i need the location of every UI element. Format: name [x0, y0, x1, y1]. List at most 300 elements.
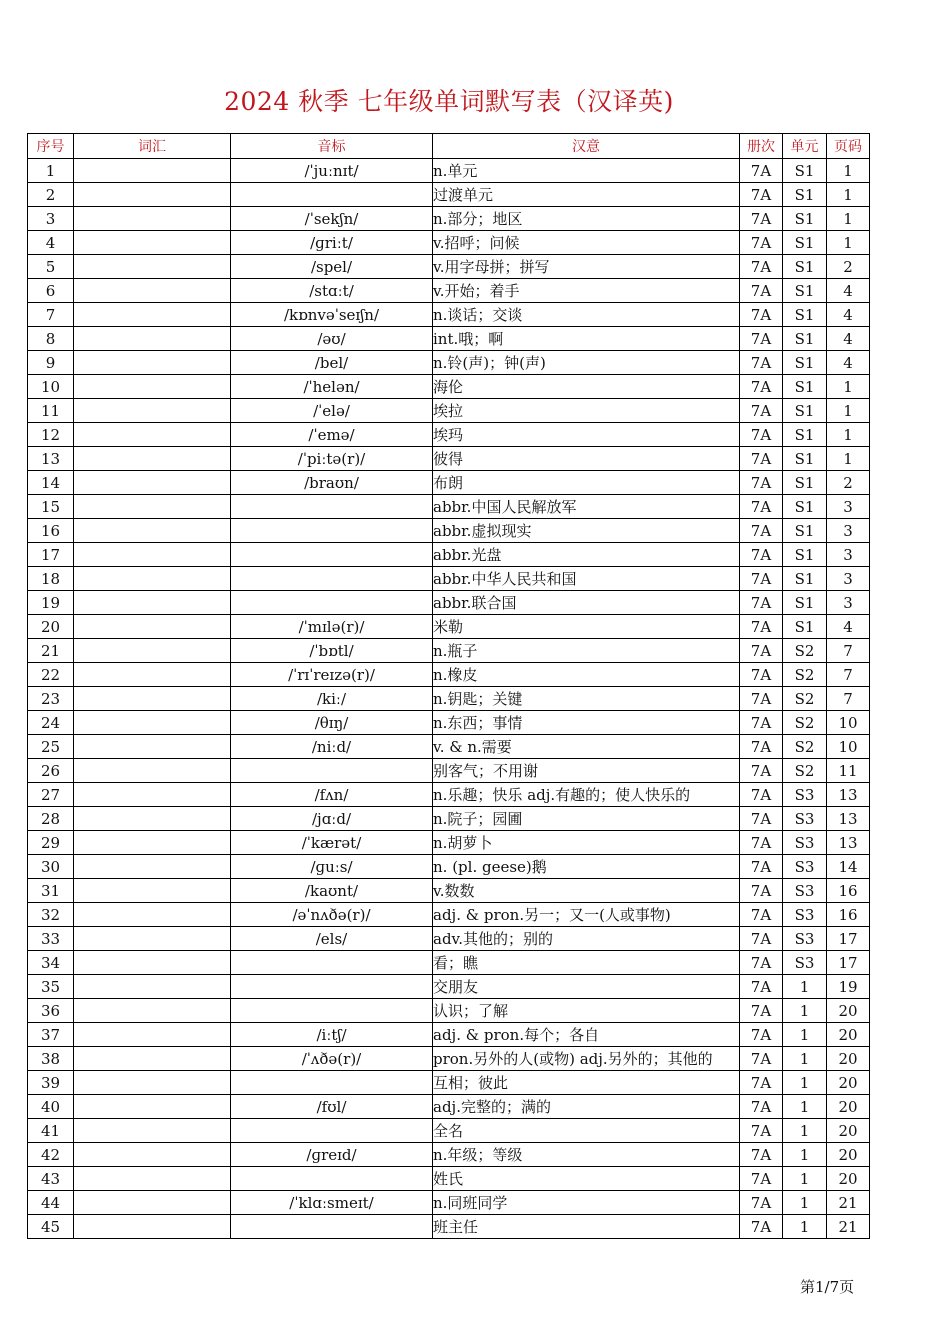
- phonetic-cell: [231, 1167, 433, 1191]
- row-number: 42: [28, 1143, 74, 1167]
- page-cell: 2: [827, 255, 870, 279]
- table-row: [28, 711, 870, 735]
- table-row: [28, 303, 870, 327]
- book-cell: 7A: [740, 855, 783, 879]
- meaning-cell: 埃拉: [433, 399, 740, 423]
- book-cell: 7A: [740, 879, 783, 903]
- row-number: 31: [28, 879, 74, 903]
- meaning-cell: abbr.联合国: [433, 591, 740, 615]
- word-cell: [74, 279, 231, 303]
- page-cell: 1: [827, 447, 870, 471]
- book-cell: 7A: [740, 375, 783, 399]
- meaning-cell: 互相；彼此: [433, 1071, 740, 1095]
- table-row: [28, 831, 870, 855]
- table-row: [28, 255, 870, 279]
- meaning-cell: abbr.光盘: [433, 543, 740, 567]
- phonetic-cell: /els/: [231, 927, 433, 951]
- page-cell: 20: [827, 1095, 870, 1119]
- phonetic-cell: /əʊ/: [231, 327, 433, 351]
- phonetic-cell: /ˈkærət/: [231, 831, 433, 855]
- table-row: [28, 879, 870, 903]
- unit-cell: S1: [783, 519, 827, 543]
- book-cell: 7A: [740, 951, 783, 975]
- word-cell: [74, 1215, 231, 1239]
- meaning-cell: n.乐趣；快乐 adj.有趣的；使人快乐的: [433, 783, 740, 807]
- row-number: 34: [28, 951, 74, 975]
- word-cell: [74, 759, 231, 783]
- unit-cell: 1: [783, 1119, 827, 1143]
- page-cell: 1: [827, 375, 870, 399]
- unit-cell: S1: [783, 423, 827, 447]
- table-row: [28, 375, 870, 399]
- table-row: [28, 1023, 870, 1047]
- unit-cell: S1: [783, 159, 827, 183]
- page-cell: 20: [827, 1047, 870, 1071]
- page-cell: 1: [827, 159, 870, 183]
- book-cell: 7A: [740, 927, 783, 951]
- unit-cell: S1: [783, 183, 827, 207]
- phonetic-cell: /kiː/: [231, 687, 433, 711]
- word-cell: [74, 999, 231, 1023]
- unit-cell: S2: [783, 639, 827, 663]
- header-phonetic: 音标: [231, 134, 433, 159]
- meaning-cell: v.开始；着手: [433, 279, 740, 303]
- unit-cell: S3: [783, 855, 827, 879]
- row-number: 19: [28, 591, 74, 615]
- word-cell: [74, 1023, 231, 1047]
- unit-cell: S2: [783, 735, 827, 759]
- book-cell: 7A: [740, 1047, 783, 1071]
- book-cell: 7A: [740, 327, 783, 351]
- meaning-cell: pron.另外的人(或物) adj.另外的；其他的: [433, 1047, 740, 1071]
- phonetic-cell: [231, 591, 433, 615]
- page-cell: 3: [827, 567, 870, 591]
- row-number: 30: [28, 855, 74, 879]
- phonetic-cell: [231, 1071, 433, 1095]
- book-cell: 7A: [740, 975, 783, 999]
- book-cell: 7A: [740, 495, 783, 519]
- phonetic-cell: /jɑːd/: [231, 807, 433, 831]
- page-cell: 7: [827, 639, 870, 663]
- page-cell: 3: [827, 495, 870, 519]
- meaning-cell: 埃玛: [433, 423, 740, 447]
- meaning-cell: abbr.虚拟现实: [433, 519, 740, 543]
- word-cell: [74, 1143, 231, 1167]
- meaning-cell: 认识；了解: [433, 999, 740, 1023]
- row-number: 10: [28, 375, 74, 399]
- row-number: 12: [28, 423, 74, 447]
- word-cell: [74, 159, 231, 183]
- word-cell: [74, 351, 231, 375]
- unit-cell: S1: [783, 399, 827, 423]
- row-number: 21: [28, 639, 74, 663]
- phonetic-cell: [231, 999, 433, 1023]
- meaning-cell: n.院子；园圃: [433, 807, 740, 831]
- table-row: [28, 951, 870, 975]
- meaning-cell: 班主任: [433, 1215, 740, 1239]
- meaning-cell: 别客气；不用谢: [433, 759, 740, 783]
- word-cell: [74, 591, 231, 615]
- word-cell: [74, 639, 231, 663]
- unit-cell: S1: [783, 351, 827, 375]
- word-cell: [74, 927, 231, 951]
- row-number: 25: [28, 735, 74, 759]
- table-row: [28, 183, 870, 207]
- word-cell: [74, 231, 231, 255]
- word-cell: [74, 903, 231, 927]
- phonetic-cell: /ˈbɒtl/: [231, 639, 433, 663]
- book-cell: 7A: [740, 303, 783, 327]
- page-cell: 4: [827, 279, 870, 303]
- phonetic-cell: /ˈelə/: [231, 399, 433, 423]
- phonetic-cell: /braʊn/: [231, 471, 433, 495]
- unit-cell: S1: [783, 231, 827, 255]
- word-cell: [74, 1095, 231, 1119]
- page-cell: 20: [827, 999, 870, 1023]
- book-cell: 7A: [740, 903, 783, 927]
- book-cell: 7A: [740, 1023, 783, 1047]
- word-cell: [74, 687, 231, 711]
- row-number: 15: [28, 495, 74, 519]
- word-cell: [74, 375, 231, 399]
- phonetic-cell: [231, 567, 433, 591]
- row-number: 14: [28, 471, 74, 495]
- book-cell: 7A: [740, 423, 783, 447]
- row-number: 41: [28, 1119, 74, 1143]
- word-cell: [74, 879, 231, 903]
- header-book: 册次: [740, 134, 783, 159]
- word-cell: [74, 1071, 231, 1095]
- table-row: [28, 615, 870, 639]
- meaning-cell: 全名: [433, 1119, 740, 1143]
- table-row: [28, 1167, 870, 1191]
- row-number: 11: [28, 399, 74, 423]
- word-cell: [74, 255, 231, 279]
- row-number: 4: [28, 231, 74, 255]
- page-cell: 17: [827, 927, 870, 951]
- page-cell: 4: [827, 327, 870, 351]
- unit-cell: 1: [783, 1167, 827, 1191]
- page-cell: 1: [827, 207, 870, 231]
- unit-cell: S1: [783, 207, 827, 231]
- page-cell: 2: [827, 471, 870, 495]
- word-cell: [74, 471, 231, 495]
- meaning-cell: adj. & pron.每个；各自: [433, 1023, 740, 1047]
- page-cell: 10: [827, 735, 870, 759]
- table-row: [28, 1071, 870, 1095]
- table-row: [28, 903, 870, 927]
- unit-cell: S2: [783, 663, 827, 687]
- unit-cell: S3: [783, 807, 827, 831]
- word-cell: [74, 183, 231, 207]
- row-number: 23: [28, 687, 74, 711]
- table-row: [28, 975, 870, 999]
- phonetic-cell: /ˈʌðə(r)/: [231, 1047, 433, 1071]
- phonetic-cell: /ɡreɪd/: [231, 1143, 433, 1167]
- word-cell: [74, 975, 231, 999]
- word-cell: [74, 399, 231, 423]
- page-title: 2024 秋季 七年级单词默写表（汉译英): [224, 87, 674, 116]
- word-cell: [74, 783, 231, 807]
- table-row: [28, 567, 870, 591]
- meaning-cell: v.数数: [433, 879, 740, 903]
- unit-cell: S1: [783, 447, 827, 471]
- phonetic-cell: /ˈemə/: [231, 423, 433, 447]
- meaning-cell: v.招呼；问候: [433, 231, 740, 255]
- book-cell: 7A: [740, 447, 783, 471]
- book-cell: 7A: [740, 543, 783, 567]
- book-cell: 7A: [740, 735, 783, 759]
- header-meaning: 汉意: [433, 134, 740, 159]
- meaning-cell: n.胡萝卜: [433, 831, 740, 855]
- table-row: [28, 1047, 870, 1071]
- book-cell: 7A: [740, 1071, 783, 1095]
- table-row: [28, 855, 870, 879]
- unit-cell: 1: [783, 1023, 827, 1047]
- unit-cell: S1: [783, 303, 827, 327]
- page-cell: 10: [827, 711, 870, 735]
- word-cell: [74, 831, 231, 855]
- table-row: [28, 495, 870, 519]
- row-number: 18: [28, 567, 74, 591]
- unit-cell: 1: [783, 1047, 827, 1071]
- unit-cell: S1: [783, 375, 827, 399]
- meaning-cell: n.橡皮: [433, 663, 740, 687]
- table-row: [28, 399, 870, 423]
- unit-cell: 1: [783, 1191, 827, 1215]
- book-cell: 7A: [740, 1215, 783, 1239]
- meaning-cell: n. (pl. geese)鹅: [433, 855, 740, 879]
- phonetic-cell: /ˈsekʃn/: [231, 207, 433, 231]
- page-cell: 21: [827, 1191, 870, 1215]
- table-row: [28, 1119, 870, 1143]
- meaning-cell: n.年级；等级: [433, 1143, 740, 1167]
- table-row: [28, 159, 870, 183]
- book-cell: 7A: [740, 1095, 783, 1119]
- phonetic-cell: /niːd/: [231, 735, 433, 759]
- row-number: 20: [28, 615, 74, 639]
- unit-cell: S1: [783, 567, 827, 591]
- meaning-cell: v.用字母拼；拼写: [433, 255, 740, 279]
- row-number: 33: [28, 927, 74, 951]
- phonetic-cell: [231, 1119, 433, 1143]
- page-cell: 7: [827, 687, 870, 711]
- meaning-cell: adj.完整的；满的: [433, 1095, 740, 1119]
- table-row: [28, 1095, 870, 1119]
- page-cell: 16: [827, 903, 870, 927]
- page-cell: 13: [827, 807, 870, 831]
- table-row: [28, 783, 870, 807]
- page-cell: 11: [827, 759, 870, 783]
- page-cell: 4: [827, 303, 870, 327]
- book-cell: 7A: [740, 1167, 783, 1191]
- meaning-cell: n.同班同学: [433, 1191, 740, 1215]
- unit-cell: S1: [783, 255, 827, 279]
- phonetic-cell: /ˈklɑːsmeɪt/: [231, 1191, 433, 1215]
- book-cell: 7A: [740, 999, 783, 1023]
- meaning-cell: n.瓶子: [433, 639, 740, 663]
- unit-cell: S2: [783, 759, 827, 783]
- table-row: [28, 519, 870, 543]
- book-cell: 7A: [740, 519, 783, 543]
- row-number: 5: [28, 255, 74, 279]
- book-cell: 7A: [740, 207, 783, 231]
- word-cell: [74, 423, 231, 447]
- word-cell: [74, 807, 231, 831]
- book-cell: 7A: [740, 1191, 783, 1215]
- row-number: 29: [28, 831, 74, 855]
- page-cell: 4: [827, 615, 870, 639]
- header-page: 页码: [827, 134, 870, 159]
- unit-cell: S1: [783, 279, 827, 303]
- unit-cell: 1: [783, 975, 827, 999]
- row-number: 39: [28, 1071, 74, 1095]
- book-cell: 7A: [740, 567, 783, 591]
- row-number: 9: [28, 351, 74, 375]
- meaning-cell: n.钥匙；关键: [433, 687, 740, 711]
- phonetic-cell: /ˈmɪlə(r)/: [231, 615, 433, 639]
- table-row: [28, 543, 870, 567]
- page-cell: 4: [827, 351, 870, 375]
- word-cell: [74, 1191, 231, 1215]
- row-number: 7: [28, 303, 74, 327]
- word-cell: [74, 567, 231, 591]
- unit-cell: S1: [783, 495, 827, 519]
- phonetic-cell: /kɒnvəˈseɪʃn/: [231, 303, 433, 327]
- page-cell: 20: [827, 1143, 870, 1167]
- meaning-cell: 米勒: [433, 615, 740, 639]
- table-row: [28, 423, 870, 447]
- table-row: [28, 1215, 870, 1239]
- unit-cell: 1: [783, 1143, 827, 1167]
- meaning-cell: 姓氏: [433, 1167, 740, 1191]
- meaning-cell: n.部分；地区: [433, 207, 740, 231]
- book-cell: 7A: [740, 591, 783, 615]
- table-row: [28, 231, 870, 255]
- page-cell: 20: [827, 1167, 870, 1191]
- word-cell: [74, 711, 231, 735]
- row-number: 36: [28, 999, 74, 1023]
- book-cell: 7A: [740, 807, 783, 831]
- word-cell: [74, 1167, 231, 1191]
- row-number: 38: [28, 1047, 74, 1071]
- vocabulary-table: [27, 133, 870, 1239]
- meaning-cell: 交朋友: [433, 975, 740, 999]
- book-cell: 7A: [740, 255, 783, 279]
- table-row: [28, 1143, 870, 1167]
- row-number: 45: [28, 1215, 74, 1239]
- row-number: 13: [28, 447, 74, 471]
- book-cell: 7A: [740, 351, 783, 375]
- row-number: 1: [28, 159, 74, 183]
- unit-cell: S3: [783, 927, 827, 951]
- row-number: 24: [28, 711, 74, 735]
- unit-cell: 1: [783, 1071, 827, 1095]
- word-cell: [74, 207, 231, 231]
- phonetic-cell: /ɡriːt/: [231, 231, 433, 255]
- meaning-cell: 海伦: [433, 375, 740, 399]
- phonetic-cell: [231, 183, 433, 207]
- phonetic-cell: /fʌn/: [231, 783, 433, 807]
- row-number: 3: [28, 207, 74, 231]
- table-row: [28, 639, 870, 663]
- word-cell: [74, 495, 231, 519]
- page-cell: 21: [827, 1215, 870, 1239]
- row-number: 6: [28, 279, 74, 303]
- row-number: 22: [28, 663, 74, 687]
- meaning-cell: n.谈话；交谈: [433, 303, 740, 327]
- phonetic-cell: /stɑːt/: [231, 279, 433, 303]
- table-row: [28, 759, 870, 783]
- word-cell: [74, 1047, 231, 1071]
- unit-cell: 1: [783, 1095, 827, 1119]
- book-cell: 7A: [740, 471, 783, 495]
- meaning-cell: abbr.中华人民共和国: [433, 567, 740, 591]
- phonetic-cell: /bel/: [231, 351, 433, 375]
- phonetic-cell: [231, 759, 433, 783]
- book-cell: 7A: [740, 831, 783, 855]
- page-cell: 7: [827, 663, 870, 687]
- book-cell: 7A: [740, 711, 783, 735]
- row-number: 26: [28, 759, 74, 783]
- meaning-cell: 看；瞧: [433, 951, 740, 975]
- meaning-cell: adv.其他的；别的: [433, 927, 740, 951]
- meaning-cell: adj. & pron.另一；又一(人或事物): [433, 903, 740, 927]
- unit-cell: S2: [783, 687, 827, 711]
- meaning-cell: abbr.中国人民解放军: [433, 495, 740, 519]
- word-cell: [74, 543, 231, 567]
- page-cell: 1: [827, 183, 870, 207]
- phonetic-cell: /kaʊnt/: [231, 879, 433, 903]
- meaning-cell: 彼得: [433, 447, 740, 471]
- book-cell: 7A: [740, 783, 783, 807]
- phonetic-cell: [231, 951, 433, 975]
- table-row: [28, 207, 870, 231]
- phonetic-cell: [231, 519, 433, 543]
- word-cell: [74, 735, 231, 759]
- meaning-cell: int.哦；啊: [433, 327, 740, 351]
- page-cell: 20: [827, 1119, 870, 1143]
- page-cell: 1: [827, 423, 870, 447]
- header-unit: 单元: [783, 134, 827, 159]
- page-cell: 19: [827, 975, 870, 999]
- word-cell: [74, 303, 231, 327]
- page-cell: 1: [827, 399, 870, 423]
- header-num: 序号: [28, 134, 74, 159]
- phonetic-cell: /ˈjuːnɪt/: [231, 159, 433, 183]
- page-number: 第1/7页: [800, 1278, 855, 1296]
- book-cell: 7A: [740, 1119, 783, 1143]
- page-cell: 20: [827, 1023, 870, 1047]
- meaning-cell: n.铃(声)；钟(声): [433, 351, 740, 375]
- row-number: 2: [28, 183, 74, 207]
- meaning-cell: 过渡单元: [433, 183, 740, 207]
- word-cell: [74, 447, 231, 471]
- phonetic-cell: /fʊl/: [231, 1095, 433, 1119]
- row-number: 40: [28, 1095, 74, 1119]
- word-cell: [74, 519, 231, 543]
- page-cell: 3: [827, 519, 870, 543]
- unit-cell: S3: [783, 951, 827, 975]
- book-cell: 7A: [740, 399, 783, 423]
- phonetic-cell: [231, 1215, 433, 1239]
- row-number: 32: [28, 903, 74, 927]
- page-cell: 20: [827, 1071, 870, 1095]
- phonetic-cell: /ˈpiːtə(r)/: [231, 447, 433, 471]
- unit-cell: S3: [783, 783, 827, 807]
- table-row: [28, 471, 870, 495]
- page-cell: 3: [827, 543, 870, 567]
